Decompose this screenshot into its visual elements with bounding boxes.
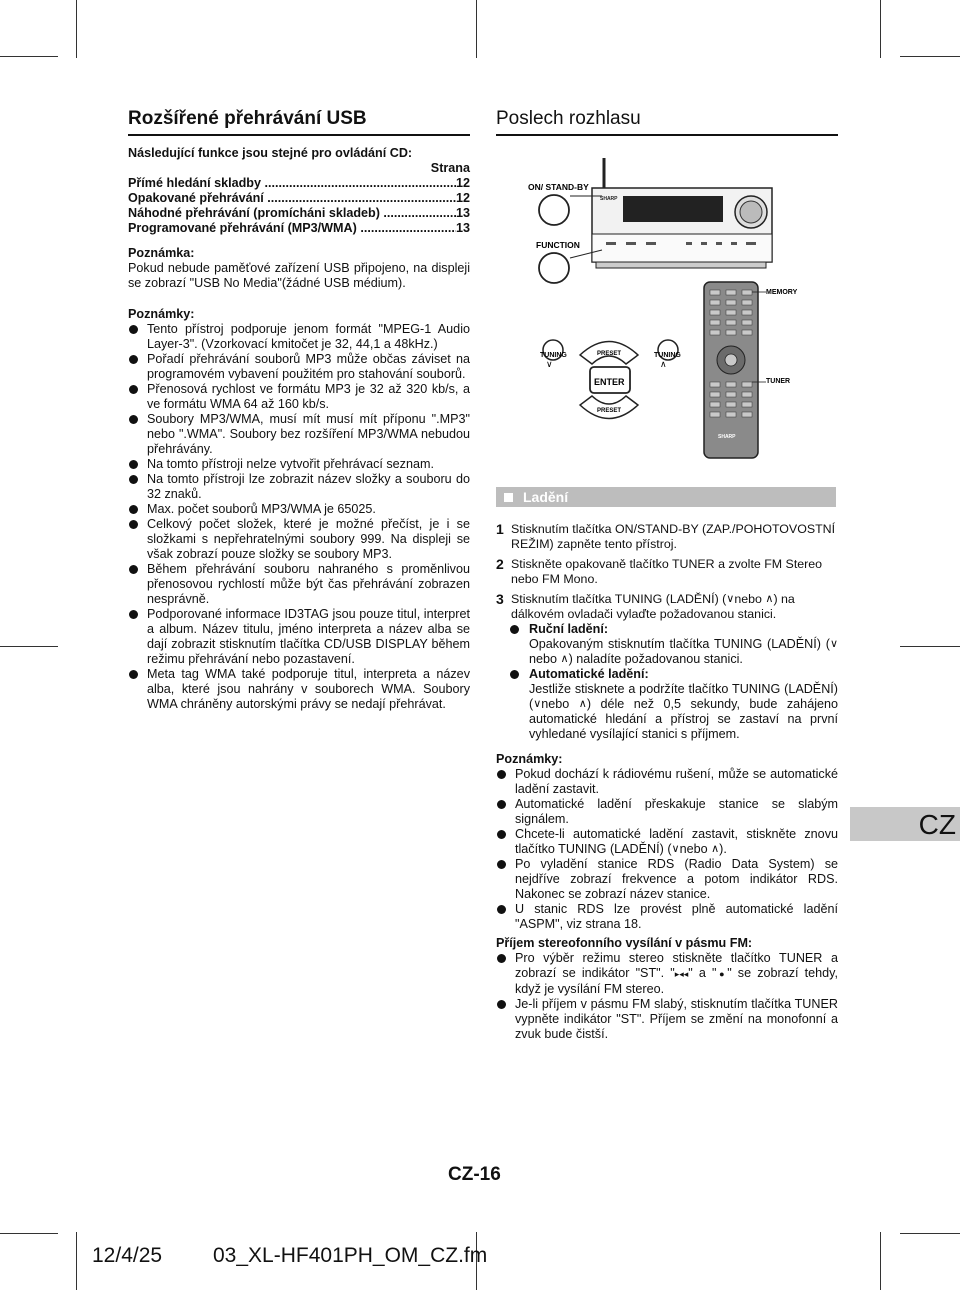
left-column <box>128 146 470 712</box>
notes-heading: Poznámky: <box>128 307 195 321</box>
list-item: Je-li příjem v pásmu FM slabý, stisknutím tlačítka TUNER vypněte indikátor "ST". Příjem se změní na monofonní a zvuk bude čistší. <box>496 997 838 1042</box>
remote-control-illustration <box>704 282 798 458</box>
list-item: Na tomto přístroji lze zobrazit název složky a souboru do 32 znaků. <box>128 472 470 502</box>
toc-label: Přímé hledání skladby ..... <box>128 176 456 191</box>
enter-label: ENTER <box>594 377 625 387</box>
on-standby-button[interactable] <box>539 195 569 225</box>
preset-top-label: PRESET <box>597 351 622 357</box>
toc-page: 12 <box>455 176 470 190</box>
list-item: Automatické ladění přeskakuje stanice se slabým signálem. <box>496 797 838 827</box>
chevron-down-icon: ∨ <box>671 843 680 855</box>
text-part: Chcete-li automatické ladění zastavit, stiskněte znovu tlačítko TUNING (LADĚNÍ) ( <box>515 827 838 856</box>
list-item: Soubory MP3/WMA, musí mít musí mít příponu ".MP3" nebo ".WMA". Soubory bez rozšíření MP3/WMA nebudou přehrávány. <box>128 412 470 457</box>
function-label: FUNCTION <box>536 240 580 250</box>
step-number: 3 <box>496 591 504 607</box>
note-text: Pokud nebude paměťové zařízení USB připojeno, na displeji se zobrazí "USB No Media"(žádné USB médium). <box>128 261 470 290</box>
text-part: Opakovaným stisknutím tlačítka TUNING (LADĚNÍ) ( <box>529 637 830 651</box>
list-item: Max. počet souborů MP3/WMA je 65025. <box>128 502 470 517</box>
right-notes-heading: Poznámky: <box>496 752 563 766</box>
toc-header: Strana <box>430 161 470 175</box>
list-item: Pokud dochází k rádiovému rušení, může se automatické ladění zastavit. <box>496 767 838 797</box>
manual-title: Ruční ladění: <box>510 622 838 637</box>
step-text <box>511 592 838 622</box>
step-number: 2 <box>496 556 504 572</box>
chevron-up-icon: ∧ <box>765 593 774 605</box>
manual-tuning <box>510 622 838 742</box>
stereo-indicator-icon: ▸◂◂ <box>674 969 689 979</box>
main-unit-illustration <box>570 158 772 268</box>
step-3 <box>496 592 838 622</box>
list-item: Pořadí přehrávání souborů MP3 může občas záviset na programovém vybavení použitém pro stahování souborů. <box>128 352 470 382</box>
toc-row <box>128 206 470 221</box>
stereo-list <box>496 951 838 1042</box>
text-part: Pro výběr režimu stereo stiskněte tlačítko TUNER a zobrazí se indikátor "ST". " <box>515 951 838 980</box>
text-part: ). <box>719 842 727 856</box>
brand-label: SHARP <box>600 196 618 202</box>
memory-label: MEMORY <box>766 289 798 296</box>
toc-page: 13 <box>455 221 470 235</box>
chevron-down-icon: ∨ <box>546 359 553 369</box>
list-item: Celkový počet složek, které je možné přečíst, je i se složkami s nepřehratelnými soubory 999. Na displeji se však zobrazí pouze složky se soubory MP3. <box>128 517 470 562</box>
auto-title: Automatické ladění: <box>510 667 838 682</box>
step-text-part: ) na dálkovém ovladači vylaďte požadovanou stanici. <box>511 592 795 621</box>
left-title: Rozšířené přehrávání USB <box>128 108 367 129</box>
step-number: 1 <box>496 521 504 537</box>
text-part: nebo <box>529 652 558 666</box>
chevron-up-icon: ∧ <box>660 359 667 369</box>
list-item: Podporované informace ID3TAG jsou pouze titul, interpret a album. Název titulu, jméno interpreta a název alba se dají zobrazit stisknutím tlačítka CD/USB DISPLAY během režimu přehrávání nebo pozastavení. <box>128 607 470 667</box>
right-title-rule <box>496 134 838 136</box>
step-text-part: nebo <box>734 592 762 606</box>
toc-label: Náhodné přehrávání (promícháni skladeb) ..... <box>128 206 456 221</box>
language-tab: CZ <box>850 807 960 841</box>
tuning-left-label: TUNING <box>540 352 567 359</box>
control-pad-illustration <box>540 340 681 419</box>
list-item <box>496 827 838 857</box>
right-notes-list <box>496 767 838 932</box>
toc-page: 13 <box>455 206 470 220</box>
st-dot-icon: ● <box>716 969 728 979</box>
left-title-rule <box>128 134 470 136</box>
step-text: Stisknutím tlačítka ON/STAND-BY (ZAP./POHOTOVOSTNÍ REŽIM) zapněte tento přístroj. <box>511 522 836 551</box>
stereo-heading: Příjem stereofonního vysílání v pásmu FM: <box>496 936 753 950</box>
list-item: Během přehrávání souboru nahraného s proměnlivou přenosovou rychlostí může být čas přehrávání zobrazen nesprávně. <box>128 562 470 607</box>
toc-row <box>128 176 470 191</box>
list-item: Na tomto přístroji nelze vytvořit přehrávací seznam. <box>128 457 470 472</box>
list-item: U stanic RDS lze provést plně automatické ladění "ASPM", viz strana 18. <box>496 902 838 932</box>
text-part: Jestliže stisknete a podržíte tlačítko TUNING (LADĚNÍ) ( <box>529 682 838 711</box>
section-title: Ladění <box>523 489 569 505</box>
step-2 <box>496 557 838 587</box>
list-item: Po vyladění stanice RDS (Radio Data System) se nejdříve zobrazí frekvence a potom indikátor RDS. Nakonec se zobrazí název stanice. <box>496 857 838 902</box>
svg-text:SHARP: SHARP <box>718 434 736 440</box>
list-item: Tento přístroj podporuje jenom formát "MPEG-1 Audio Layer-3". (Vzorkovací kmitočet je 32, 44,1 a 48kHz.) <box>128 322 470 352</box>
manual-text <box>510 637 838 667</box>
toc-row <box>128 221 470 236</box>
chevron-down-icon: ∨ <box>829 638 838 650</box>
text-part: nebo <box>679 842 708 856</box>
step-text-part: Stisknutím tlačítka TUNING (LADĚNÍ) ( <box>511 592 727 606</box>
toc-label: Programované přehrávání (MP3/WMA) ..... <box>128 221 456 236</box>
step-1 <box>496 522 838 552</box>
on-standby-label: ON/ STAND-BY <box>528 182 589 192</box>
chevron-down-icon: ∨ <box>533 698 542 710</box>
device-figure <box>496 150 846 480</box>
text-part: " a " <box>688 966 717 980</box>
chevron-down-icon: ∨ <box>726 593 735 605</box>
chevron-up-icon: ∧ <box>560 653 569 665</box>
list-item: Meta tag WMA také podporuje titul, interpreta a název alba, které jsou nahrány v souborech WMA. Soubory WMA chráněny autorskými právy se nedají přehrávat. <box>128 667 470 712</box>
toc-row <box>128 191 470 206</box>
auto-text <box>510 682 838 742</box>
chevron-up-icon: ∧ <box>711 843 720 855</box>
chevron-up-icon: ∧ <box>578 698 587 710</box>
toc-label: Opakované přehrávání ..... <box>128 191 456 206</box>
right-title: Poslech rozhlasu <box>496 108 641 129</box>
text-part: nebo <box>541 697 570 711</box>
function-button[interactable] <box>539 253 569 283</box>
intro-text: Následující funkce jsou stejné pro ovládání CD: <box>128 146 413 160</box>
square-icon <box>504 493 513 502</box>
text-part: " se zobrazí tehdy, když je vysílání FM stereo. <box>515 966 839 996</box>
text-part: ) déle než 0,5 sekundy, bude zahájeno automatické hledání a přístroj se zastaví na první vyhledané vysílající stanici s příjmem. <box>529 697 839 741</box>
footer-filename: 03_XL-HF401PH_OM_CZ.fm <box>213 1244 488 1267</box>
footer-date: 12/4/25 <box>92 1244 163 1267</box>
list-item: Přenosová rychlost ve formátu MP3 je 32 až 320 kb/s, a ve formátu WMA 64 až 160 kb/s. <box>128 382 470 412</box>
right-column <box>496 522 838 1042</box>
notes-list <box>128 322 470 712</box>
section-bar <box>496 487 836 507</box>
list-item <box>496 951 838 997</box>
step-text: Stiskněte opakovaně tlačítko TUNER a zvolte FM Stereo nebo FM Mono. <box>511 557 823 586</box>
tuning-right-label: TUNING <box>654 352 681 359</box>
note-heading: Poznámka: <box>128 246 195 260</box>
page-number: CZ-16 <box>448 1164 501 1185</box>
text-part: ) naladíte požadovanou stanici. <box>568 652 743 666</box>
tuner-label: TUNER <box>766 378 791 385</box>
toc-page: 12 <box>455 191 470 205</box>
preset-bottom-label: PRESET <box>597 408 622 414</box>
